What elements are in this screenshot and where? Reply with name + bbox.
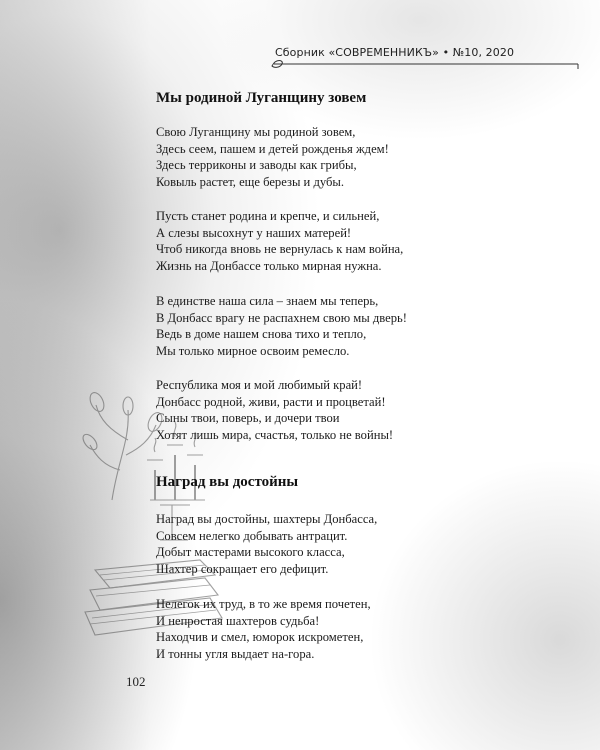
running-header: Сборник «СОВРЕМЕННИКЪ» • №10, 2020	[275, 46, 515, 59]
poem-line: Сыны твои, поверь, и дочери твои	[156, 411, 340, 425]
stanza	[156, 377, 393, 443]
poem-line: И непростая шахтеров судьба!	[156, 613, 320, 628]
poem-line: Нелегок их труд, в то же время почетен,	[156, 597, 371, 611]
poem-line: Пусть станет родина и крепче, и сильней,	[156, 209, 380, 223]
poem-title: Наград вы достойны	[156, 474, 299, 490]
poem-line: Совсем нелегко добывать антрацит.	[156, 528, 348, 543]
poem-line: Здесь терриконы и заводы как грибы,	[156, 158, 357, 172]
poem-line: Шахтер сокращает его дефицит.	[156, 561, 329, 576]
poem-title: Мы родиной Луганщину зовем	[156, 90, 367, 106]
plant-stem	[112, 410, 128, 500]
poem-line: А слезы высохнут у наших матерей!	[156, 225, 352, 240]
poem-line: И тонны угля выдает на-гора.	[156, 646, 315, 661]
poem-line: Жизнь на Донбассе только мирная нужна.	[156, 258, 382, 273]
poem-line: Мы только мирное освоим ремесло.	[156, 343, 350, 358]
poem-line: Находчив и смел, юморок искрометен,	[156, 630, 364, 644]
header-rule	[268, 52, 588, 72]
poem-line: Донбасс родной, живи, расти и процветай!	[156, 394, 386, 409]
poem-line: В Донбасс врагу не распахнем свою мы дверь!	[156, 310, 407, 325]
stanza	[156, 293, 407, 359]
stanza	[156, 511, 377, 577]
poem-line: В единстве наша сила – знаем мы теперь,	[156, 294, 379, 308]
poem-line: Добыт мастерами высокого класса,	[156, 545, 345, 559]
poem-line: Здесь сеем, пашем и детей рожденья ждем!	[156, 141, 389, 156]
stanza	[156, 596, 371, 662]
poem-line: Хотят лишь мира, счастья, только не войны!	[156, 427, 394, 442]
poem-line: Свою Луганщину мы родиной зовем,	[156, 125, 356, 139]
poem-line: Наград вы достойны, шахтеры Донбасса,	[156, 512, 378, 526]
poem-line: Чтоб никогда вновь не вернулась к нам война,	[156, 242, 404, 256]
poem-line: Ведь в доме нашем снова тихо и тепло,	[156, 327, 367, 341]
poem-line: Республика моя и мой любимый край!	[156, 378, 363, 392]
stanza	[156, 124, 389, 190]
page-number: 102	[126, 674, 146, 689]
stanza	[156, 208, 403, 274]
poem-line: Ковыль растет, еще березы и дубы.	[156, 174, 345, 189]
